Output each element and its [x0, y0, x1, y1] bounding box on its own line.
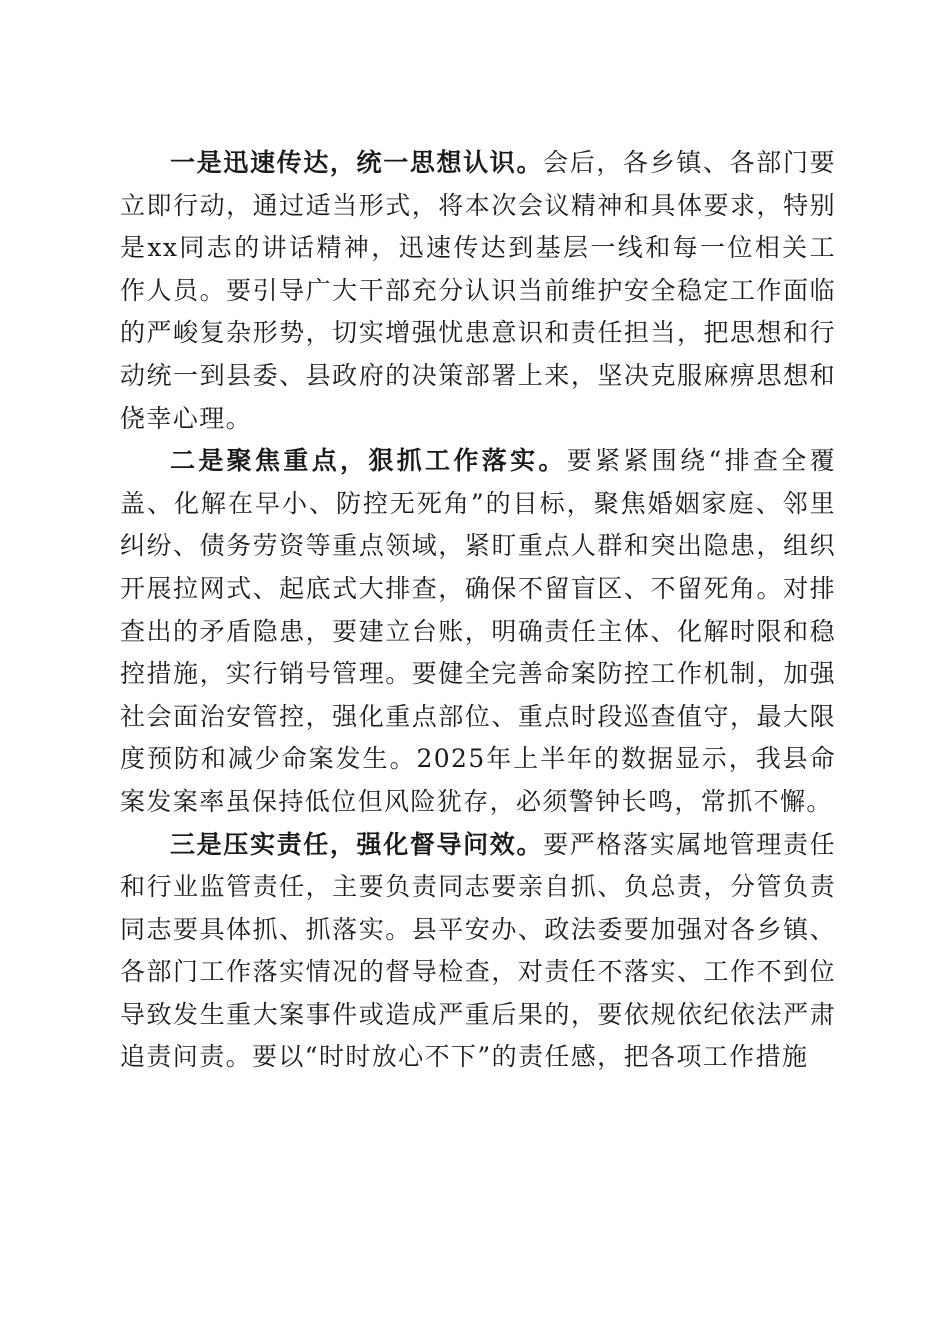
- paragraph-1-text: 会后，各乡镇、各部门要立即行动，通过适当形式，将本次会议精神和具体要求，特别是xx同志的讲话精神，迅速传达到基层一线和每一位相关工作人员。要引导广大干部充分认识当前维护安全稳定工作面临的严峻复杂形势，切实增强忧患意识和责任担当，把思想和行动统一到县委、县政府的决策部署上来，坚决克服麻痹思想和侥幸心理。: [120, 148, 836, 433]
- paragraph-1: [120, 142, 836, 440]
- paragraph-3: [120, 824, 836, 1080]
- paragraph-2-heading: 二是聚焦重点，狠抓工作落实。: [170, 446, 567, 476]
- paragraph-3-heading: 三是压实责任，强化督导问效。: [170, 829, 544, 859]
- paragraph-3-text: 要严格落实属地管理责任和行业监管责任，主要负责同志要亲自抓、负总责，分管负责同志要具体抓、抓落实。县平安办、政法委要加强对各乡镇、各部门工作落实情况的督导检查，对责任不落实、工作不到位导致发生重大案事件或造成严重后果的，要依规依纪依法严肃追责问责。要以“时时放心不下”的责任感，把各项工作措施: [120, 829, 836, 1072]
- paragraph-2-text: 要紧紧围绕“排查全覆盖、化解在早小、防控无死角”的目标，聚焦婚姻家庭、邻里纠纷、债务劳资等重点领域，紧盯重点人群和突出隐患，组织开展拉网式、起底式大排查，确保不留盲区、不留死角。对排查出的矛盾隐患，要建立台账，明确责任主体、化解时限和稳控措施，实行销号管理。要健全完善命案防控工作机制，加强社会面治安管控，强化重点部位、重点时段巡查值守，最大限度预防和减少命案发生。2025年上半年的数据显示，我县命案发案率虽保持低位但风险犹存，必须警钟长鸣，常抓不懈。: [120, 446, 836, 816]
- paragraph-1-heading: 一是迅速传达，统一思想认识。: [170, 148, 544, 177]
- paragraph-2: [120, 440, 836, 823]
- document-body: [120, 142, 836, 1079]
